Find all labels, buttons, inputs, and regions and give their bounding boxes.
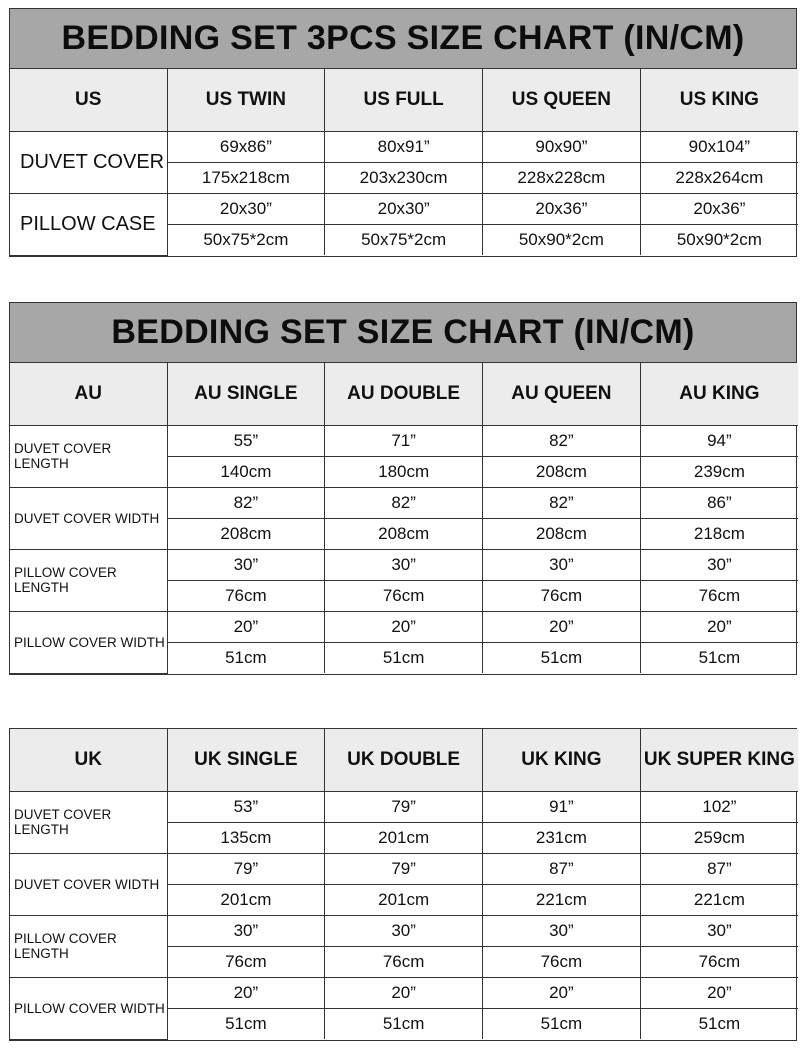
inch-cell: 91” — [483, 791, 641, 822]
inch-cell: 53” — [167, 791, 325, 822]
cm-cell: 140cm — [167, 456, 325, 487]
cm-cell: 76cm — [325, 946, 483, 977]
inch-cell: 20” — [325, 611, 483, 642]
inch-cell: 71” — [325, 425, 483, 456]
size-header: UK SINGLE — [167, 729, 325, 791]
au-chart-title: BEDDING SET SIZE CHART (IN/CM) — [10, 303, 796, 363]
inch-cell: 79” — [167, 853, 325, 884]
table-row — [10, 193, 798, 224]
row-label: PILLOW CASE — [10, 193, 167, 255]
inch-cell: 20” — [640, 611, 798, 642]
inch-cell: 20x36” — [483, 193, 641, 224]
cm-cell: 231cm — [483, 822, 641, 853]
cm-cell: 218cm — [640, 518, 798, 549]
region-header: US — [10, 69, 167, 131]
cm-cell: 221cm — [640, 884, 798, 915]
cm-cell: 180cm — [325, 456, 483, 487]
inch-cell: 87” — [483, 853, 641, 884]
inch-cell: 30” — [325, 549, 483, 580]
cm-cell: 76cm — [640, 946, 798, 977]
table-row — [10, 853, 798, 884]
inch-cell: 30” — [167, 915, 325, 946]
cm-cell: 76cm — [167, 580, 325, 611]
table-row — [10, 915, 798, 946]
inch-cell: 30” — [167, 549, 325, 580]
inch-cell: 30” — [640, 549, 798, 580]
cm-cell: 50x75*2cm — [167, 224, 325, 255]
inch-cell: 20” — [640, 977, 798, 1008]
cm-cell: 201cm — [325, 884, 483, 915]
cm-cell: 259cm — [640, 822, 798, 853]
inch-cell: 20x30” — [325, 193, 483, 224]
inch-cell: 55” — [167, 425, 325, 456]
inch-cell: 30” — [483, 549, 641, 580]
inch-cell: 20” — [483, 977, 641, 1008]
inch-cell: 20x36” — [640, 193, 798, 224]
table-row — [10, 487, 798, 518]
cm-cell: 51cm — [640, 1008, 798, 1039]
header-row — [10, 729, 798, 791]
header-row — [10, 363, 798, 425]
cm-cell: 76cm — [325, 580, 483, 611]
size-header: AU DOUBLE — [325, 363, 483, 425]
size-header: AU KING — [640, 363, 798, 425]
inch-cell: 82” — [325, 487, 483, 518]
size-header: AU SINGLE — [167, 363, 325, 425]
inch-cell: 86” — [640, 487, 798, 518]
cm-cell: 50x90*2cm — [640, 224, 798, 255]
row-label: PILLOW COVER LENGTH — [10, 915, 167, 977]
inch-cell: 20x30” — [167, 193, 325, 224]
size-header: UK SUPER KING — [640, 729, 798, 791]
cm-cell: 76cm — [640, 580, 798, 611]
cm-cell: 175x218cm — [167, 162, 325, 193]
header-row — [10, 69, 798, 131]
uk-size-table — [10, 729, 798, 1040]
cm-cell: 135cm — [167, 822, 325, 853]
cm-cell: 208cm — [167, 518, 325, 549]
cm-cell: 51cm — [483, 1008, 641, 1039]
cm-cell: 208cm — [483, 456, 641, 487]
uk-size-chart — [9, 728, 797, 1041]
cm-cell: 221cm — [483, 884, 641, 915]
inch-cell: 90x104” — [640, 131, 798, 162]
cm-cell: 201cm — [167, 884, 325, 915]
cm-cell: 51cm — [640, 642, 798, 673]
cm-cell: 203x230cm — [325, 162, 483, 193]
cm-cell: 201cm — [325, 822, 483, 853]
cm-cell: 76cm — [167, 946, 325, 977]
inch-cell: 20” — [325, 977, 483, 1008]
row-label: DUVET COVER — [10, 131, 167, 193]
size-header: US QUEEN — [483, 69, 641, 131]
size-header: UK KING — [483, 729, 641, 791]
inch-cell: 79” — [325, 791, 483, 822]
cm-cell: 51cm — [325, 1008, 483, 1039]
cm-cell: 228x228cm — [483, 162, 641, 193]
row-label: PILLOW COVER WIDTH — [10, 611, 167, 673]
inch-cell: 20” — [167, 611, 325, 642]
inch-cell: 79” — [325, 853, 483, 884]
inch-cell: 30” — [325, 915, 483, 946]
cm-cell: 76cm — [483, 580, 641, 611]
inch-cell: 82” — [483, 487, 641, 518]
row-label: PILLOW COVER LENGTH — [10, 549, 167, 611]
size-header: UK DOUBLE — [325, 729, 483, 791]
region-header: AU — [10, 363, 167, 425]
inch-cell: 69x86” — [167, 131, 325, 162]
cm-cell: 51cm — [167, 642, 325, 673]
inch-cell: 30” — [483, 915, 641, 946]
cm-cell: 76cm — [483, 946, 641, 977]
cm-cell: 51cm — [483, 642, 641, 673]
cm-cell: 50x90*2cm — [483, 224, 641, 255]
size-header: US FULL — [325, 69, 483, 131]
inch-cell: 90x90” — [483, 131, 641, 162]
us-size-table — [10, 69, 798, 256]
us-chart-title: BEDDING SET 3PCS SIZE CHART (IN/CM) — [10, 9, 796, 69]
cm-cell: 50x75*2cm — [325, 224, 483, 255]
size-header: US TWIN — [167, 69, 325, 131]
inch-cell: 82” — [483, 425, 641, 456]
row-label: DUVET COVER LENGTH — [10, 791, 167, 853]
inch-cell: 102” — [640, 791, 798, 822]
row-label: DUVET COVER WIDTH — [10, 853, 167, 915]
cm-cell: 51cm — [325, 642, 483, 673]
inch-cell: 20” — [483, 611, 641, 642]
cm-cell: 228x264cm — [640, 162, 798, 193]
row-label: PILLOW COVER WIDTH — [10, 977, 167, 1039]
au-size-table — [10, 363, 798, 674]
table-row — [10, 131, 798, 162]
table-row — [10, 977, 798, 1008]
table-row — [10, 791, 798, 822]
inch-cell: 30” — [640, 915, 798, 946]
size-header: AU QUEEN — [483, 363, 641, 425]
cm-cell: 51cm — [167, 1008, 325, 1039]
inch-cell: 87” — [640, 853, 798, 884]
au-size-chart — [9, 302, 797, 675]
inch-cell: 80x91” — [325, 131, 483, 162]
inch-cell: 20” — [167, 977, 325, 1008]
region-header: UK — [10, 729, 167, 791]
cm-cell: 239cm — [640, 456, 798, 487]
inch-cell: 94” — [640, 425, 798, 456]
row-label: DUVET COVER WIDTH — [10, 487, 167, 549]
table-row — [10, 611, 798, 642]
table-row — [10, 425, 798, 456]
cm-cell: 208cm — [325, 518, 483, 549]
inch-cell: 82” — [167, 487, 325, 518]
cm-cell: 208cm — [483, 518, 641, 549]
table-row — [10, 549, 798, 580]
us-size-chart — [9, 8, 797, 257]
row-label: DUVET COVER LENGTH — [10, 425, 167, 487]
size-header: US KING — [640, 69, 798, 131]
